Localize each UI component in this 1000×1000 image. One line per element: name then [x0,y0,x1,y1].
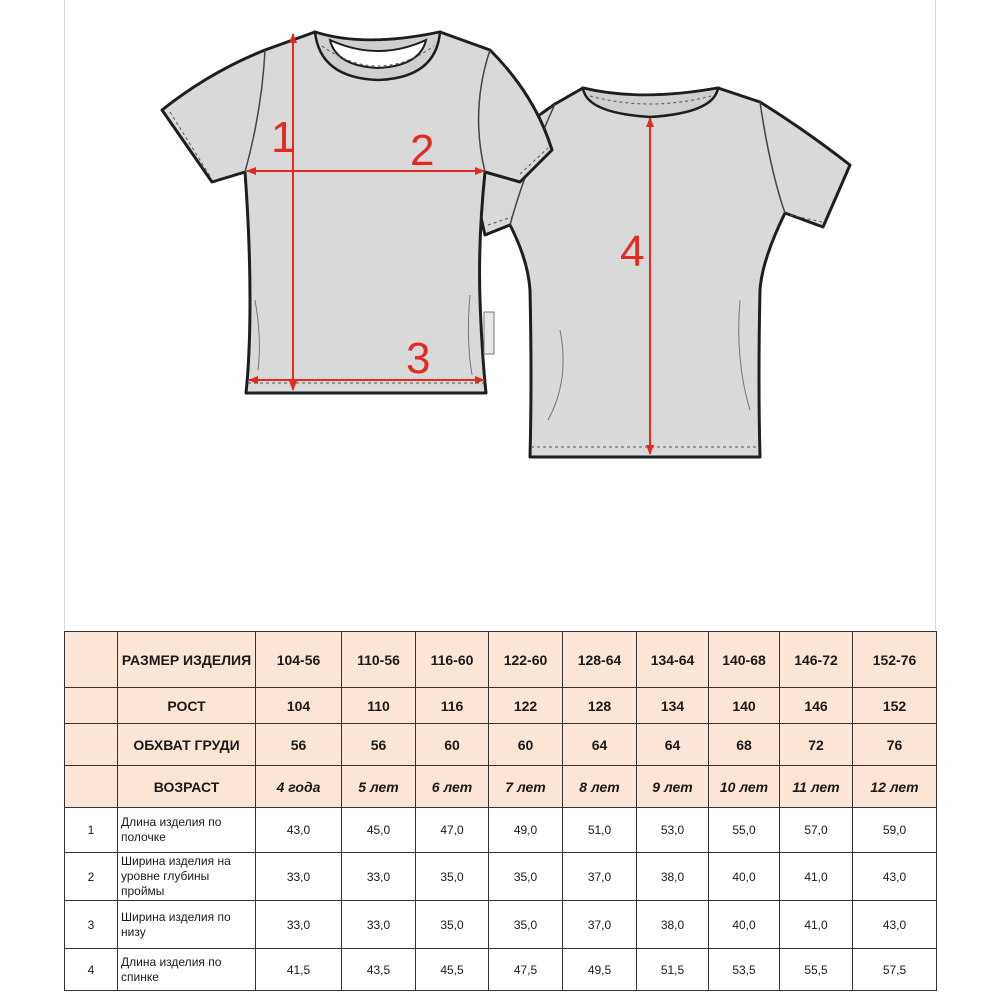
table-cell: 68 [709,724,780,766]
table-row-label: РАЗМЕР ИЗДЕЛИЯ [118,632,256,688]
table-measure-row [65,949,937,991]
table-cell: 57,0 [780,808,853,853]
table-cell: 37,0 [563,853,637,901]
table-cell: 64 [563,724,637,766]
table-cell: 40,0 [709,901,780,949]
table-cell: 128 [563,688,637,724]
table-cell: 55,5 [780,949,853,991]
table-cell: 55,0 [709,808,780,853]
table-cell: 76 [853,724,937,766]
table-cell: 134-64 [637,632,709,688]
table-cell: 10 лет [709,766,780,808]
table-cell: 128-64 [563,632,637,688]
table-cell: 60 [489,724,563,766]
table-cell: 43,0 [853,901,937,949]
table-cell: 45,0 [342,808,416,853]
table-measure-row [65,901,937,949]
table-cell: 64 [637,724,709,766]
table-cell: 53,5 [709,949,780,991]
table-row-number: 3 [65,901,118,949]
table-row-description: Ширина изделия по низу [118,901,256,949]
table-header-row [65,766,937,808]
table-cell: 110-56 [342,632,416,688]
table-row-description: Длина изделия по спинке [118,949,256,991]
table-cell: 12 лет [853,766,937,808]
table-cell: 60 [416,724,489,766]
table-cell-empty [65,766,118,808]
table-cell: 53,0 [637,808,709,853]
measure-label-2: 2 [410,126,435,175]
table-cell: 72 [780,724,853,766]
table-row-label: РОСТ [118,688,256,724]
table-cell: 47,0 [416,808,489,853]
table-cell: 43,0 [853,853,937,901]
table-cell: 43,0 [256,808,342,853]
table-cell: 5 лет [342,766,416,808]
table-cell: 35,0 [489,853,563,901]
tshirt-measurement-diagram [0,0,1000,470]
table-cell: 140-68 [709,632,780,688]
measure-label-3: 3 [406,334,431,383]
table-cell: 4 года [256,766,342,808]
table-cell: 33,0 [342,853,416,901]
table-cell: 47,5 [489,949,563,991]
table-header-row [65,688,937,724]
table-cell: 41,5 [256,949,342,991]
table-cell: 57,5 [853,949,937,991]
table-measure-row [65,853,937,901]
table-cell: 33,0 [256,853,342,901]
table-cell: 56 [256,724,342,766]
measure-label-4: 4 [620,227,645,276]
table-cell-empty [65,688,118,724]
size-chart-table [64,631,937,991]
table-header-row [65,724,937,766]
table-cell: 37,0 [563,901,637,949]
measure-label-1: 1 [271,113,296,162]
table-cell: 38,0 [637,853,709,901]
table-cell: 43,5 [342,949,416,991]
table-cell: 41,0 [780,901,853,949]
table-cell: 134 [637,688,709,724]
table-cell: 116-60 [416,632,489,688]
table-cell: 38,0 [637,901,709,949]
table-cell: 11 лет [780,766,853,808]
table-cell: 35,0 [416,901,489,949]
table-cell: 33,0 [256,901,342,949]
table-cell: 7 лет [489,766,563,808]
table-cell: 41,0 [780,853,853,901]
table-measure-row [65,808,937,853]
table-row-description: Длина изделия по полочке [118,808,256,853]
table-cell: 35,0 [416,853,489,901]
table-cell: 146 [780,688,853,724]
table-cell: 51,0 [563,808,637,853]
table-cell: 56 [342,724,416,766]
table-cell: 40,0 [709,853,780,901]
table-row-number: 1 [65,808,118,853]
table-cell: 122-60 [489,632,563,688]
table-cell: 59,0 [853,808,937,853]
table-row-description: Ширина изделия на уровне глубины проймы [118,853,256,901]
table-cell: 49,5 [563,949,637,991]
table-cell: 146-72 [780,632,853,688]
table-cell: 152 [853,688,937,724]
table-cell: 35,0 [489,901,563,949]
table-cell-empty [65,724,118,766]
table-cell: 51,5 [637,949,709,991]
table-cell: 152-76 [853,632,937,688]
table-cell: 104 [256,688,342,724]
table-cell-empty [65,632,118,688]
table-cell: 104-56 [256,632,342,688]
table-cell: 45,5 [416,949,489,991]
table-cell: 49,0 [489,808,563,853]
table-cell: 8 лет [563,766,637,808]
table-cell: 33,0 [342,901,416,949]
table-cell: 122 [489,688,563,724]
table-cell: 140 [709,688,780,724]
table-row-number: 2 [65,853,118,901]
table-cell: 9 лет [637,766,709,808]
table-cell: 110 [342,688,416,724]
table-row-number: 4 [65,949,118,991]
table-header-row [65,632,937,688]
table-row-label: ВОЗРАСТ [118,766,256,808]
table-row-label: ОБХВАТ ГРУДИ [118,724,256,766]
table-cell: 116 [416,688,489,724]
table-cell: 6 лет [416,766,489,808]
